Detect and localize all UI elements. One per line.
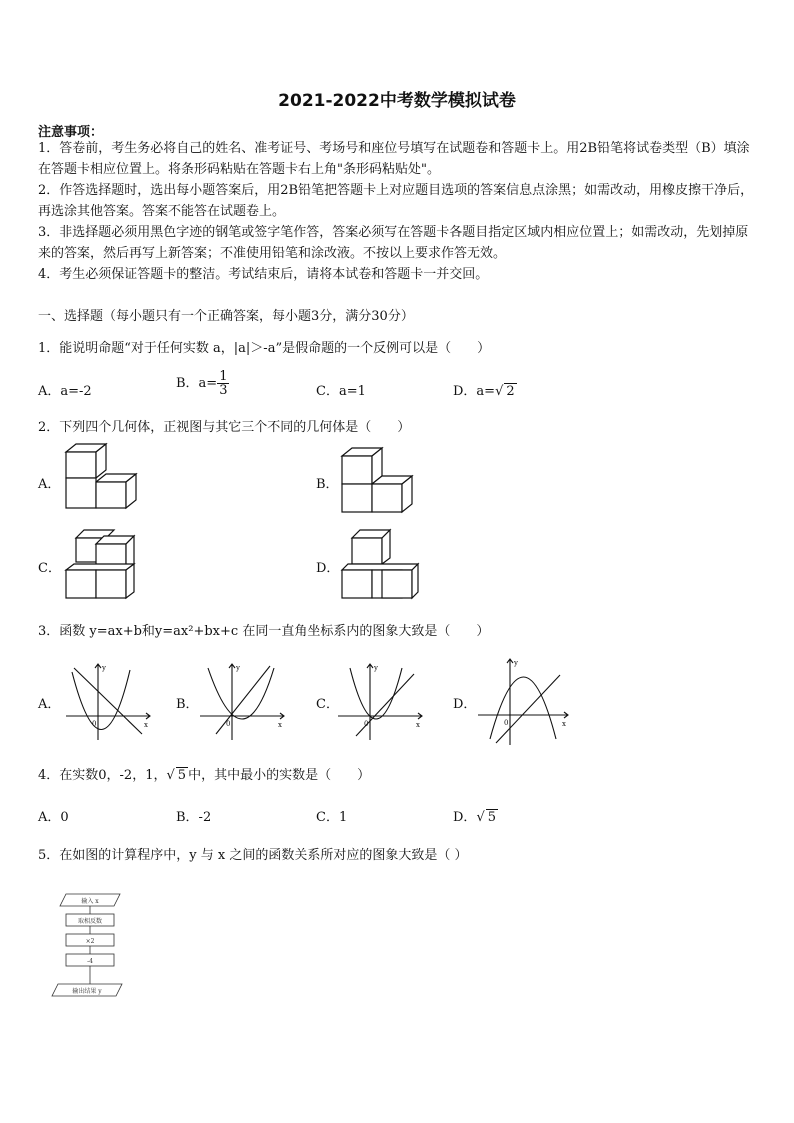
question-5-stem: 5．在如图的计算程序中，y 与 x 之间的函数关系所对应的图象大致是（ ）: [38, 848, 468, 863]
q1-option-c: C．a=1: [316, 384, 366, 399]
q2-label-a: A．: [38, 477, 61, 492]
q3-label-c: C．: [316, 697, 339, 712]
q3-b-y-label: y: [236, 664, 240, 672]
flow-output: 输出结果 y: [72, 988, 102, 995]
q4-option-a: A．0: [38, 810, 69, 825]
q3-a-y-label: y: [102, 664, 106, 672]
page-title: 2021-2022中考数学模拟试卷: [278, 91, 516, 111]
q3-d-x-label: x: [562, 720, 566, 728]
q1-option-a: A．a=-2: [38, 384, 92, 399]
notice-item-4: 4．考生必须保证答题卡的整洁。考试结束后，请将本试卷和答题卡一并交回。: [38, 267, 489, 282]
q1-option-b: [176, 370, 229, 397]
q3-graph-b: [198, 660, 288, 745]
q4-option-d-radicand: 5: [487, 810, 497, 825]
fraction-denominator: 3: [219, 383, 228, 398]
notice-item-1: 1．答卷前，考生务必将自己的姓名、准考证号、考场号和座位号填写在试题卷和答题卡上。用2B铅笔将试卷类型（B）填涂在答题卡相应位置上。将条形码粘贴在答题卡右上角"条形码粘贴处"。: [38, 141, 750, 177]
q4-stem-radicand: 5: [177, 768, 187, 783]
q2-figure-c: [60, 524, 150, 604]
q3-graph-a: [64, 660, 154, 745]
flow-minus-4: -4: [87, 958, 93, 965]
q3-d-origin: 0: [504, 719, 509, 727]
q3-graph-d: [476, 655, 572, 750]
q1-option-d-prefix: D．a=: [453, 384, 496, 399]
question-3-stem: 3．函数 y=ax+b和y=ax²+bx+c 在同一直角坐标系内的图象大致是（ ）: [38, 624, 490, 639]
q1-option-d-radicand: 2: [506, 384, 515, 399]
q3-graph-c: [336, 660, 426, 745]
q1-option-d: [453, 380, 517, 399]
flow-times-2: ×2: [85, 938, 95, 945]
q2-figure-a: [60, 440, 150, 520]
flow-negate: 取相反数: [77, 918, 103, 925]
q3-c-x-label: x: [416, 721, 420, 729]
q4-stem-prefix: 4．在实数0，-2，1，: [38, 768, 167, 783]
q2-label-c: C．: [38, 561, 61, 576]
notice-heading: 注意事项：: [38, 125, 104, 140]
q2-figure-b: [336, 440, 426, 520]
q3-a-origin: 0: [92, 720, 97, 728]
fraction-numerator: 1: [219, 369, 228, 384]
notice-item-3: 3．非选择题必须用黑色字迹的钢笔或签字笔作答，答案必须写在答题卡各题目指定区域内相应位置上；如需改动，先划掉原来的答案，然后再写上新答案；不准使用铅笔和涂改液。不按以上要求作答无效。: [38, 225, 749, 261]
q2-label-b: B．: [316, 477, 339, 492]
section-heading: 一、选择题（每小题只有一个正确答案，每小题3分，满分30分）: [38, 309, 414, 324]
q1-option-b-fraction: [217, 370, 229, 397]
question-4-stem: [38, 764, 370, 783]
q3-c-origin: 0: [364, 720, 369, 728]
q3-label-d: D．: [453, 697, 477, 712]
q4-option-b: B．-2: [176, 810, 212, 825]
sqrt-icon: √: [495, 384, 504, 399]
q3-label-a: A．: [38, 697, 61, 712]
q5-flowchart: [50, 890, 130, 1002]
q4-option-d: [453, 806, 498, 825]
flow-input: 输入 x: [81, 898, 99, 905]
q3-b-x-label: x: [278, 721, 282, 729]
q2-figure-d: [336, 524, 426, 604]
q4-option-d-prefix: D．: [453, 810, 477, 825]
q3-c-y-label: y: [374, 664, 378, 672]
question-1-stem: 1．能说明命题“对于任何实数 a，|a|＞-a”是假命题的一个反例可以是（ ）: [38, 341, 491, 356]
q3-b-origin: 0: [226, 720, 231, 728]
q3-label-b: B．: [176, 697, 199, 712]
q4-option-c: C．1: [316, 810, 348, 825]
sqrt-icon: √: [166, 768, 175, 783]
q4-stem-suffix: 中，其中最小的实数是（ ）: [188, 768, 371, 783]
q2-label-d: D．: [316, 561, 340, 576]
notice-item-2: 2．作答选择题时，选出每小题答案后，用2B铅笔把答题卡上对应题目选项的答案信息点涂黑；如需改动，用橡皮擦干净后，再选涂其他答案。答案不能答在试题卷上。: [38, 183, 754, 219]
q3-a-x-label: x: [144, 721, 148, 729]
question-2-stem: 2．下列四个几何体，正视图与其它三个不同的几何体是（ ）: [38, 420, 411, 435]
q1-option-b-prefix: B．a=: [176, 376, 218, 391]
sqrt-icon: √: [476, 810, 485, 825]
q3-d-y-label: y: [514, 659, 518, 667]
